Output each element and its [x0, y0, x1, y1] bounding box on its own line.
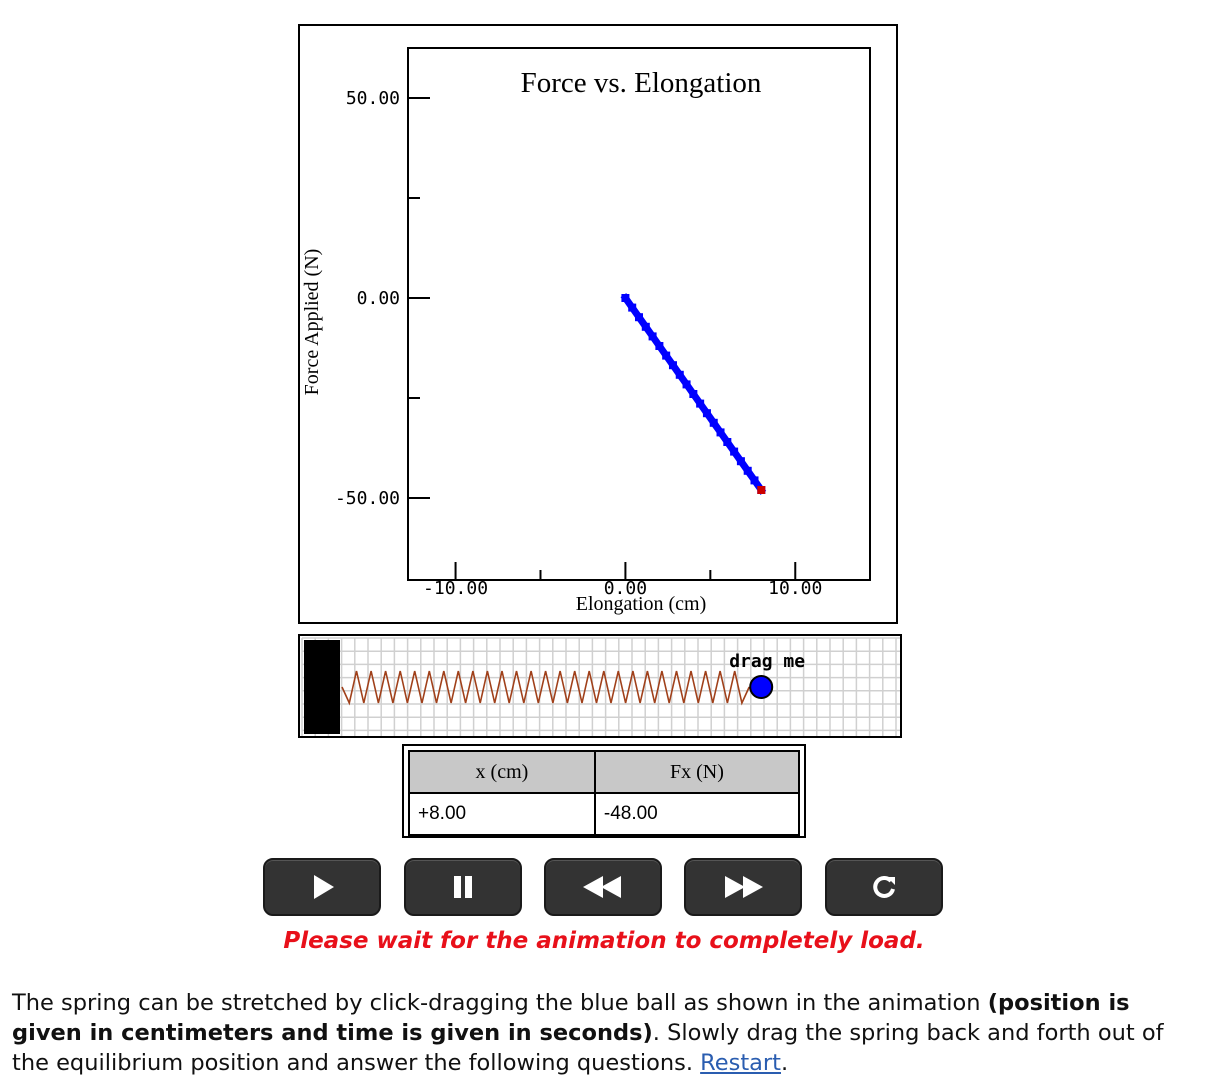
x-tick-label: 0.00 [603, 578, 648, 599]
step-forward-button[interactable] [684, 858, 802, 916]
x-axis-label: Elongation (cm) [575, 593, 707, 615]
data-point [703, 409, 711, 417]
y-tick-label: -50.00 [334, 488, 400, 509]
instructions-bold: (position is given in centimeters and time is given in seconds) [12, 990, 1130, 1046]
spring-panel [298, 634, 902, 738]
chart-title: Force vs. Elongation [520, 67, 762, 99]
fast-forward-icon [719, 867, 767, 907]
data-point [689, 390, 697, 398]
data-point [710, 419, 718, 427]
rewind-icon [579, 867, 627, 907]
data-point [635, 313, 643, 321]
data-point [737, 457, 745, 465]
restart-link[interactable]: Restart [700, 1050, 781, 1076]
x-tick-label: -10.00 [423, 578, 489, 599]
wall [304, 640, 340, 734]
pause-icon [443, 867, 483, 907]
header-x: x (cm) [409, 751, 595, 793]
reset-button[interactable] [825, 858, 943, 916]
data-point [696, 400, 704, 408]
current-point [757, 486, 765, 494]
data-point [751, 476, 759, 484]
data-point [649, 332, 657, 340]
data-point [683, 380, 691, 388]
data-point [642, 323, 650, 331]
y-axis-label: Force Applied (N) [301, 248, 323, 396]
drag-me-label: drag me [729, 651, 806, 672]
data-point [676, 371, 684, 379]
spring-animation [300, 636, 902, 738]
data-point [723, 438, 731, 446]
data-point [655, 342, 663, 350]
reload-icon [864, 867, 904, 907]
value-x: +8.00 [409, 793, 595, 835]
instructions [12, 988, 1202, 1078]
data-point [730, 448, 738, 456]
value-fx: -48.00 [595, 793, 799, 835]
data-point [669, 361, 677, 369]
header-fx: Fx (N) [595, 751, 799, 793]
pause-button[interactable] [404, 858, 522, 916]
data-table [402, 744, 806, 838]
y-tick-label: 0.00 [356, 288, 400, 309]
data-point [621, 294, 629, 302]
data-point [744, 467, 752, 475]
graph-panel [298, 24, 898, 624]
instructions-text-after: . Slowly drag the spring back and forth out of the equilibrium position and answer the following questions. [12, 1020, 1164, 1076]
play-button[interactable] [263, 858, 381, 916]
instructions-text: The spring can be stretched by click-dragging the blue ball as shown in the animation [12, 990, 988, 1016]
instructions-end: . [781, 1050, 789, 1076]
data-point [628, 304, 636, 312]
force-elongation-chart [300, 26, 900, 626]
status-message: Please wait for the animation to completely load. [283, 928, 925, 954]
data-point [662, 352, 670, 360]
play-icon [302, 867, 342, 907]
x-tick-label: 10.00 [768, 578, 823, 599]
drag-ball[interactable] [750, 676, 772, 698]
step-back-button[interactable] [544, 858, 662, 916]
spring-coil [342, 671, 749, 703]
y-tick-label: 50.00 [345, 88, 400, 109]
data-point [717, 428, 725, 436]
